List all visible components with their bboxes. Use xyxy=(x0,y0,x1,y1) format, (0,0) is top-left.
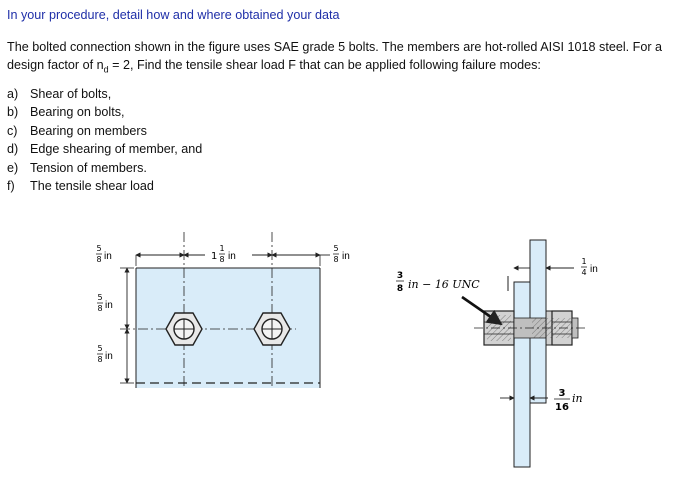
svg-text:in: in xyxy=(228,251,236,262)
member-lower xyxy=(514,282,530,467)
dim-label-left-bottom xyxy=(97,344,113,364)
statement-line-1: The bolted connection shown in the figure uses SAE grade 5 bolts. The members are hot-rolled AISI 1018 steel. For a xyxy=(7,40,663,54)
list-item: f) The tensile shear load xyxy=(7,178,154,193)
list-item: d) Edge shearing of member, and xyxy=(7,142,203,157)
dim-label-bolt-spacing xyxy=(211,244,236,264)
svg-text:16: 16 xyxy=(555,402,569,413)
vertical-dimensions xyxy=(120,268,134,383)
dim-label-left-mid xyxy=(97,293,113,313)
side-view xyxy=(396,240,598,467)
svg-text:5: 5 xyxy=(333,244,339,253)
svg-text:5: 5 xyxy=(96,244,102,253)
svg-text:in: in xyxy=(104,251,112,262)
svg-text:1: 1 xyxy=(211,251,218,262)
svg-text:8: 8 xyxy=(396,284,404,294)
intro-line: In your procedure, detail how and where obtained your data xyxy=(7,8,340,22)
list-item: a) Shear of bolts, xyxy=(7,87,112,101)
svg-text:1: 1 xyxy=(581,257,587,266)
svg-text:4: 4 xyxy=(581,268,587,277)
list-item: c) Bearing on members xyxy=(7,123,147,138)
svg-text:in: in xyxy=(105,351,113,362)
dim-label-thickness-bottom xyxy=(554,388,583,413)
svg-text:8: 8 xyxy=(219,255,225,264)
svg-text:8: 8 xyxy=(96,255,102,264)
dim-label-right-top xyxy=(333,244,350,264)
dim-label-left-top xyxy=(96,244,112,264)
svg-text:8: 8 xyxy=(97,304,103,313)
dim-label-thickness-top xyxy=(581,257,598,277)
svg-text:in: in xyxy=(572,392,583,405)
list-item: b) Bearing on bolts, xyxy=(7,105,125,120)
svg-text:1: 1 xyxy=(219,244,225,253)
list-item: e) Tension of members. xyxy=(7,160,147,175)
thread-callout xyxy=(396,271,508,294)
svg-text:in − 16 UNC: in − 16 UNC xyxy=(408,278,480,291)
svg-text:in: in xyxy=(342,251,350,262)
member-plate xyxy=(136,268,320,388)
svg-text:5: 5 xyxy=(97,344,103,353)
svg-text:in: in xyxy=(105,300,113,311)
svg-text:3: 3 xyxy=(396,271,404,281)
svg-text:8: 8 xyxy=(97,355,103,364)
svg-text:8: 8 xyxy=(333,255,339,264)
svg-text:3: 3 xyxy=(558,388,566,399)
svg-text:in: in xyxy=(590,264,598,275)
statement-line-2: design factor of $n_d = 2$, Find the tensile shear load F that can be applied following failure modes: xyxy=(7,58,541,75)
svg-text:5: 5 xyxy=(97,293,103,302)
top-view xyxy=(96,232,350,388)
